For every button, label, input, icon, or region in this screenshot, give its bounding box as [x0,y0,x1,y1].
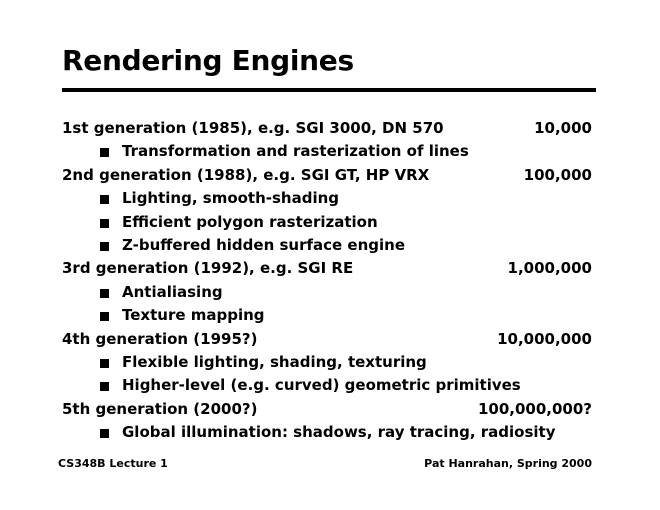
bullet-item [62,232,592,255]
bullet-text: Z-buffered hidden surface engine [122,235,406,254]
square-bullet-icon [100,148,109,157]
generation-label: 3rd generation (1992), e.g. SGI RE [62,259,354,278]
generation-count: 100,000 [523,165,592,184]
generation-row [62,396,592,419]
bullet-text: Efficient polygon rasterization [122,212,378,231]
bullet-text: Global illumination: shadows, ray tracing, radiosity [122,423,556,442]
generation-label: 4th generation (1995?) [62,329,258,348]
bullet-item [62,279,592,302]
generation-row [62,115,592,138]
generation-count: 10,000 [534,119,592,137]
square-bullet-icon [100,219,109,228]
bullet-item [62,138,592,161]
generation-label: 1st generation (1985), e.g. SGI 3000, DN 570 [62,119,444,137]
square-bullet-icon [100,359,109,368]
bullet-text: Texture mapping [122,306,265,325]
generation-row [62,255,592,278]
bullet-item [62,185,592,208]
generation-count: 10,000,000 [497,329,592,348]
square-bullet-icon [100,382,109,391]
generation-label: 5th generation (2000?) [62,399,258,418]
bullet-item [62,372,592,395]
generation-label: 2nd generation (1988), e.g. SGI GT, HP VRX [62,165,430,184]
generation-count: 1,000,000 [507,259,592,278]
generation-row [62,162,592,185]
footer-course: CS348B Lecture 1 [58,457,168,470]
square-bullet-icon [100,312,109,321]
square-bullet-icon [100,429,109,438]
title-rule [62,88,596,92]
bullet-item [62,419,592,442]
generation-row [62,326,592,349]
generation-count: 100,000,000? [477,399,592,418]
bullet-item [62,302,592,325]
square-bullet-icon [100,289,109,298]
square-bullet-icon [100,242,109,251]
bullet-item [62,209,592,232]
generation-list [62,115,592,442]
bullet-text: Lighting, smooth-shading [122,189,340,208]
bullet-text: Transformation and rasterization of lines [122,142,469,161]
slide-title: Rendering Engines [62,44,354,77]
bullet-item [62,349,592,372]
square-bullet-icon [100,195,109,204]
bullet-text: Higher-level (e.g. curved) geometric primitives [122,376,521,395]
footer-author: Pat Hanrahan, Spring 2000 [424,457,592,470]
bullet-text: Flexible lighting, shading, texturing [122,352,427,371]
bullet-text: Antialiasing [122,282,223,301]
